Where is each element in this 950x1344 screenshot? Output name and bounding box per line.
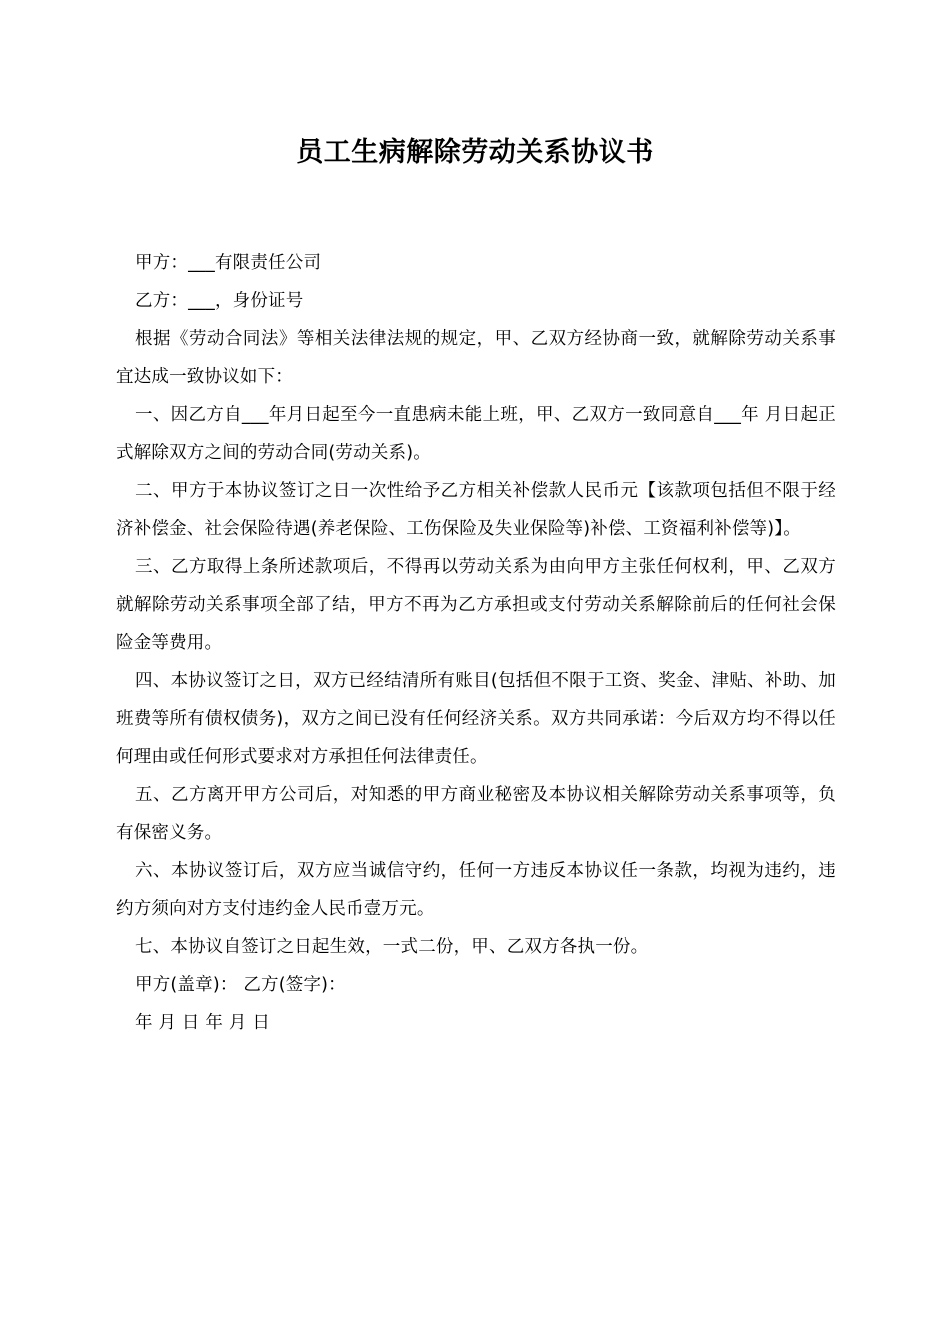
signature-line: 甲方(盖章)： 乙方(签字)：	[135, 975, 346, 995]
clause-6: 六、本协议签订后，双方应当诚信守约，任何一方违反本协议任一条款，均视为违约，违约方须向对方支付违约金人民币壹万元。	[116, 861, 836, 919]
party-a-line: 甲方：___有限责任公司	[135, 253, 322, 273]
party-b-line: 乙方：___，身份证号	[135, 291, 304, 311]
clause-2: 二、甲方于本协议签订之日一次性给予乙方相关补偿款人民币元【该款项包括但不限于经济补偿金、社会保险待遇(养老保险、工伤保险及失业保险等)补偿、工资福利补偿等)】。	[116, 481, 836, 539]
clause-4: 四、本协议签订之日，双方已经结清所有账目(包括但不限于工资、奖金、津贴、补助、加班费等所有债权债务)，双方之间已没有任何经济关系。双方共同承诺：今后双方均不得以任何理由或任何形式要求对方承担任何法律责任。	[116, 671, 836, 767]
preamble-paragraph: 根据《劳动合同法》等相关法律法规的规定，甲、乙双方经协商一致，就解除劳动关系事宜达成一致协议如下：	[116, 329, 836, 387]
clause-3: 三、乙方取得上条所述款项后，不得再以劳动关系为由向甲方主张任何权利，甲、乙双方就解除劳动关系事项全部了结，甲方不再为乙方承担或支付劳动关系解除前后的任何社会保险金等费用。	[116, 557, 836, 653]
clause-5: 五、乙方离开甲方公司后，对知悉的甲方商业秘密及本协议相关解除劳动关系事项等，负有保密义务。	[116, 785, 836, 843]
clause-7: 七、本协议自签订之日起生效，一式二份，甲、乙双方各执一份。	[135, 937, 649, 957]
date-line: 年 月 日 年 月 日	[135, 1013, 271, 1033]
clause-1: 一、因乙方自___年月日起至今一直患病未能上班，甲、乙双方一致同意自___年 月日起正式解除双方之间的劳动合同(劳动关系)。	[116, 405, 836, 463]
document-body	[116, 244, 836, 1042]
document-title: 员工生病解除劳动关系协议书	[296, 137, 654, 168]
